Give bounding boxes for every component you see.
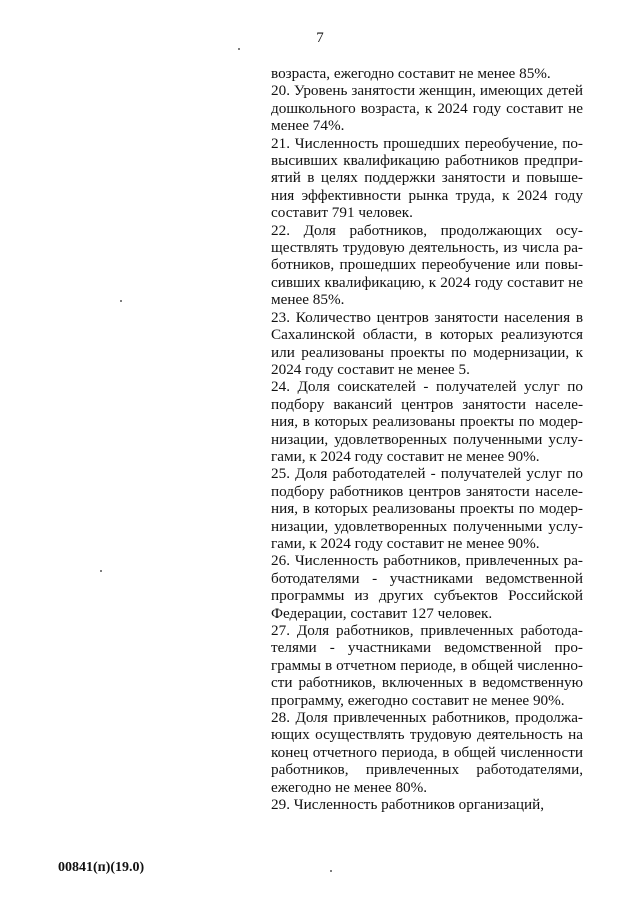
document-code: 00841(п)(19.0) — [58, 860, 145, 875]
text-line: граммы в отчетном периоде, в общей численно- — [271, 656, 583, 674]
text-line: составит 791 человек. — [271, 204, 413, 222]
text-line: конец отчетного периода, в общей численности — [271, 743, 583, 761]
text-line: подбору вакансий центров занятости населе- — [271, 395, 583, 413]
text-line: программу, ежегодно составит не менее 90%. — [271, 691, 565, 709]
paragraph — [271, 82, 583, 134]
text-line: менее 74%. — [271, 117, 345, 135]
text-line: программы из других субъектов Российской — [271, 587, 583, 605]
text-line: дошкольного возраста, к 2024 году составит не — [271, 99, 583, 117]
paragraph — [271, 552, 583, 622]
scan-speck — [120, 300, 122, 302]
text-line: ботников, прошедших переобучение или повы- — [271, 256, 583, 274]
text-line: менее 85%. — [271, 291, 345, 309]
text-line: Федерации, составит 127 человек. — [271, 604, 493, 622]
text-line: 23. Количество центров занятости населения в — [271, 308, 583, 326]
text-line: сти работников, включенных в ведомственную — [271, 674, 583, 692]
text-line: или реализованы проекты по модернизации, к — [271, 343, 583, 361]
text-line: 20. Уровень занятости женщин, имеющих детей — [271, 82, 583, 100]
text-line: 2024 году составит не менее 5. — [271, 360, 470, 378]
text-line: подбору работников центров занятости населе- — [271, 482, 583, 500]
text-line: 21. Численность прошедших переобучение, по- — [271, 134, 583, 152]
paragraph — [271, 465, 583, 552]
text-line: ющих осуществлять трудовую деятельность на — [271, 726, 583, 744]
text-line: ния, в которых реализованы проекты по модер- — [271, 413, 583, 431]
paragraph — [271, 378, 583, 465]
paragraph — [271, 309, 583, 379]
text-line: низации, удовлетворенных полученными услу- — [271, 430, 583, 448]
text-line: ществлять трудовую деятельность, из числа ра- — [271, 239, 583, 257]
paragraph — [271, 135, 583, 222]
text-line: 25. Доля работодателей - получателей услуг по — [271, 465, 583, 483]
text-line: работников, привлеченных работодателями, — [271, 761, 583, 779]
paragraph — [271, 222, 583, 309]
text-line: ботодателями - участниками ведомственной — [271, 569, 583, 587]
scan-speck — [100, 570, 102, 572]
text-line: ния эффективности рынка труда, к 2024 году — [271, 186, 583, 204]
text-line: 22. Доля работников, продолжающих осу- — [271, 221, 583, 239]
text-line: 26. Численность работников, привлеченных ра- — [271, 552, 583, 570]
paragraph — [271, 796, 583, 813]
text-line: ежегодно не менее 80%. — [271, 778, 428, 796]
text-line: сивших квалификацию, к 2024 году составит не — [271, 273, 583, 291]
paragraph — [271, 622, 583, 709]
text-line: 28. Доля привлеченных работников, продолжа- — [271, 709, 583, 727]
text-line: ятий в целях поддержки занятости и повыше- — [271, 169, 583, 187]
text-line: гами, к 2024 году составит не менее 90%. — [271, 447, 540, 465]
text-line: высивших квалификацию работников предпри- — [271, 152, 583, 170]
text-line: гами, к 2024 году составит не менее 90%. — [271, 534, 540, 552]
text-line: 24. Доля соискателей - получателей услуг по — [271, 378, 583, 396]
text-line: телями - участниками ведомственной про- — [271, 639, 583, 657]
paragraph — [271, 709, 583, 796]
text-line: возраста, ежегодно составит не менее 85%. — [271, 65, 551, 82]
text-line: низации, удовлетворенных полученными услу- — [271, 517, 583, 535]
text-line: 29. Численность работников организаций, — [271, 796, 545, 814]
scan-speck — [330, 870, 332, 872]
text-line: Сахалинской области, в которых реализуются — [271, 326, 583, 344]
text-line: 27. Доля работников, привлеченных работода- — [271, 622, 583, 639]
scan-speck — [238, 48, 240, 50]
paragraph — [271, 65, 583, 82]
text-line: ния, в которых реализованы проекты по модер- — [271, 500, 583, 518]
text-column — [271, 65, 583, 813]
page-number: 7 — [316, 30, 324, 46]
